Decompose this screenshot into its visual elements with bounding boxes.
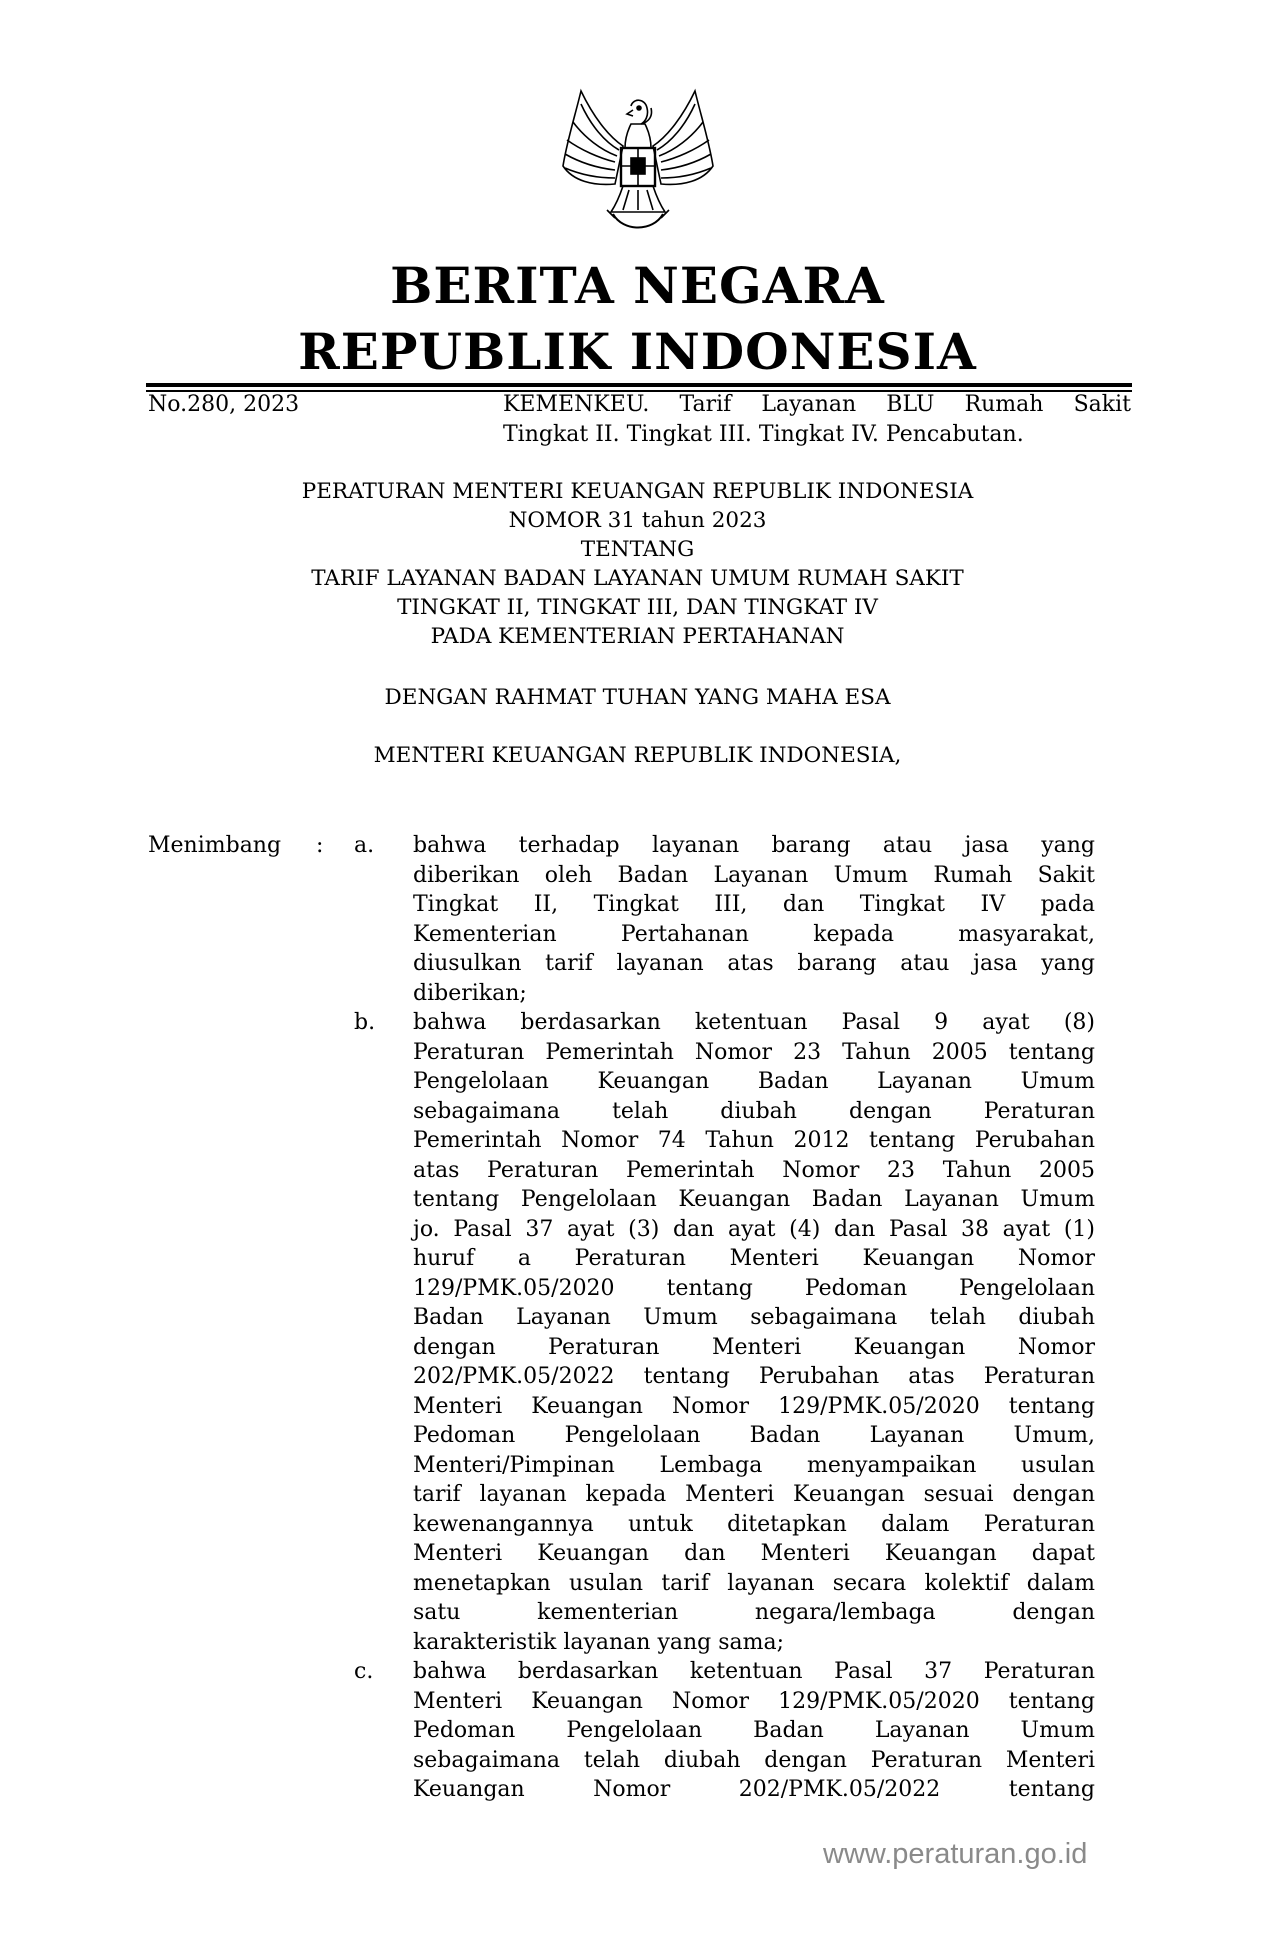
gazette-title: BERITA NEGARA: [390, 256, 885, 315]
blessing-line: DENGAN RAHMAT TUHAN YANG MAHA ESA: [384, 685, 891, 710]
regulation-subject: TARIF LAYANAN BADAN LAYANAN UMUM RUMAH SAKIT: [311, 566, 964, 591]
considering-item-line: diberikan oleh Badan Layanan Umum Rumah Sakit: [413, 862, 1095, 888]
considering-item-line: kewenangannya untuk ditetapkan dalam Peraturan: [413, 1511, 1095, 1537]
gazette-subtitle: REPUBLIK INDONESIA: [298, 322, 977, 381]
considering-item-line: Menteri Keuangan Nomor 129/PMK.05/2020 tentang: [413, 1688, 1095, 1714]
considering-item-line: 129/PMK.05/2020 tentang Pedoman Pengelolaan: [413, 1275, 1095, 1301]
considering-item-line: diusulkan tarif layanan atas barang atau jasa yang: [413, 951, 1095, 976]
considering-item-line: menetapkan usulan tarif layanan secara kolektif dalam: [413, 1570, 1095, 1596]
considering-item-line: bahwa berdasarkan ketentuan Pasal 37 Peraturan: [413, 1659, 1095, 1684]
considering-item-line: bahwa terhadap layanan barang atau jasa yang: [413, 833, 1095, 858]
header-rule-thick: [146, 383, 1132, 387]
footer-url[interactable]: www.peraturan.go.id: [823, 1838, 1088, 1870]
considering-label: Menimbang: [148, 833, 282, 858]
minister-line: MENTERI KEUANGAN REPUBLIK INDONESIA,: [373, 743, 902, 768]
considering-item-line: 202/PMK.05/2022 tentang Perubahan atas Peraturan: [413, 1364, 1095, 1389]
considering-item-line: Pemerintah Nomor 74 Tahun 2012 tentang Perubahan: [413, 1128, 1095, 1153]
regulation-subject: TINGKAT II, TINGKAT III, DAN TINGKAT IV: [397, 595, 878, 620]
gazette-description-line: KEMENKEU. Tarif Layanan BLU Rumah Sakit: [503, 392, 1131, 417]
considering-item-line: Pedoman Pengelolaan Badan Layanan Umum: [413, 1718, 1095, 1743]
considering-item-line: bahwa berdasarkan ketentuan Pasal 9 ayat (8): [413, 1010, 1095, 1035]
regulation-subject: PADA KEMENTERIAN PERTAHANAN: [430, 624, 845, 649]
considering-item-line: tentang Pengelolaan Keuangan Badan Layanan Umum: [413, 1187, 1095, 1212]
considering-item-line: satu kementerian negara/lembaga dengan: [413, 1600, 1095, 1625]
considering-item-line: Peraturan Pemerintah Nomor 23 Tahun 2005 tentang: [413, 1039, 1095, 1065]
considering-item-line: Menteri Keuangan Nomor 129/PMK.05/2020 tentang: [413, 1393, 1095, 1419]
regulation-heading: [0, 477, 1275, 651]
considering-item-line: tarif layanan kepada Menteri Keuangan sesuai dengan: [413, 1482, 1095, 1507]
regulation-number: NOMOR 31 tahun 2023: [508, 508, 767, 533]
considering-item-line: Keuangan Nomor 202/PMK.05/2022 tentang: [413, 1777, 1095, 1802]
regulation-title: PERATURAN MENTERI KEUANGAN REPUBLIK INDONESIA: [301, 479, 974, 504]
considering-item-line: huruf a Peraturan Menteri Keuangan Nomor: [413, 1246, 1095, 1271]
considering-item-line: jo. Pasal 37 ayat (3) dan ayat (4) dan Pasal 38 ayat (1): [413, 1216, 1095, 1242]
considering-item-line: Menteri/Pimpinan Lembaga menyampaikan usulan: [413, 1452, 1095, 1478]
gazette-description-line: Tingkat II. Tingkat III. Tingkat IV. Pencabutan.: [503, 422, 1024, 447]
considering-item-line: sebagaimana telah diubah dengan Peraturan Menteri: [413, 1747, 1095, 1773]
considering-item-line: sebagaimana telah diubah dengan Peraturan: [413, 1098, 1095, 1124]
considering-item-letter: c.: [354, 1659, 374, 1684]
considering-item-line: Menteri Keuangan dan Menteri Keuangan dapat: [413, 1541, 1095, 1566]
considering-item-text: [413, 831, 1095, 1008]
considering-item-line: Badan Layanan Umum sebagaimana telah diubah: [413, 1305, 1095, 1330]
gazette-description: [503, 390, 1131, 450]
considering-item-line: diberikan;: [413, 980, 527, 1006]
regulation-about: TENTANG: [580, 537, 695, 562]
considering-item-line: atas Peraturan Pemerintah Nomor 23 Tahun 2005: [413, 1157, 1095, 1183]
considering-item-text: [413, 1657, 1095, 1805]
considering-item-line: Pedoman Pengelolaan Badan Layanan Umum,: [413, 1423, 1095, 1448]
considering-item-line: karakteristik layanan yang sama;: [413, 1629, 785, 1655]
considering-item-line: Tingkat II, Tingkat III, dan Tingkat IV pada: [413, 892, 1095, 917]
considering-item-letter: a.: [354, 833, 375, 858]
considering-colon: :: [316, 833, 324, 858]
garuda-emblem-icon: [553, 86, 723, 241]
considering-item-text: [413, 1008, 1095, 1657]
considering-item-line: dengan Peraturan Menteri Keuangan Nomor: [413, 1334, 1095, 1360]
considering-item-line: Pengelolaan Keuangan Badan Layanan Umum: [413, 1069, 1095, 1094]
gazette-number: No.280, 2023: [148, 392, 300, 417]
considering-item-line: Kementerian Pertahanan kepada masyarakat,: [413, 921, 1095, 947]
considering-item-letter: b.: [354, 1010, 376, 1035]
